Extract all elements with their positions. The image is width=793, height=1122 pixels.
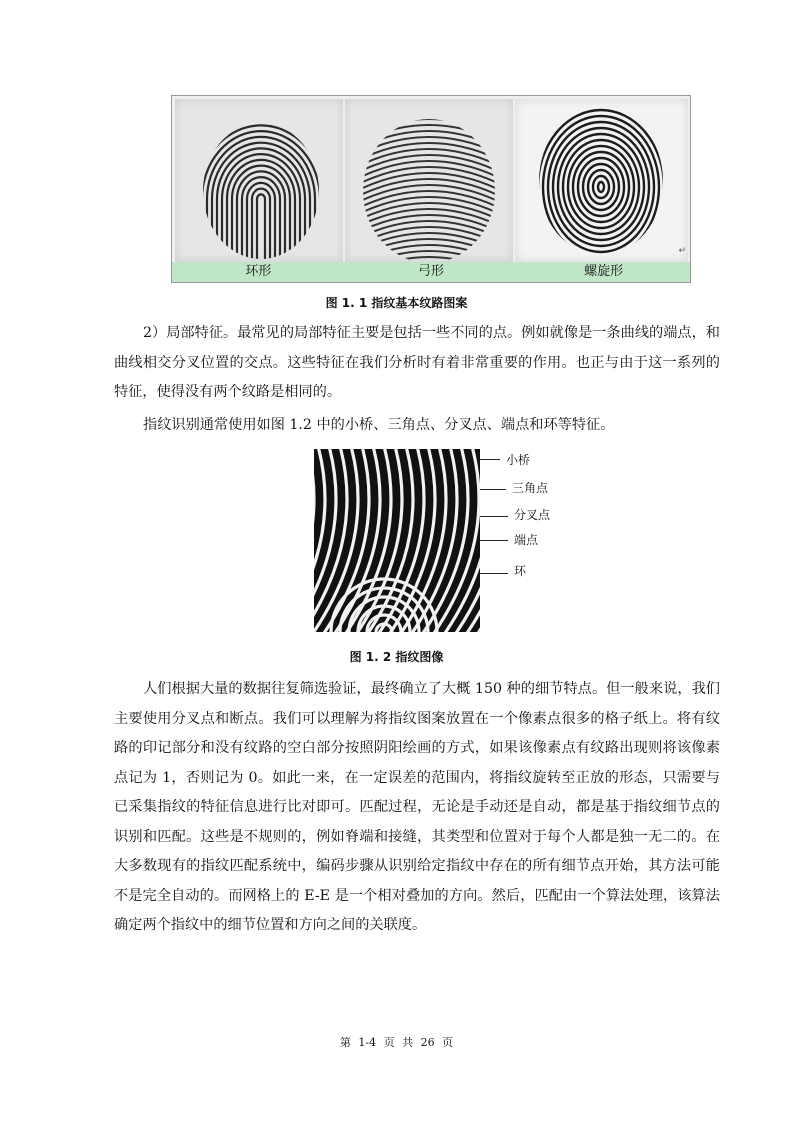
ridge-line: [197, 125, 325, 259]
pointer-line: [480, 540, 508, 541]
ridge-line: [543, 116, 659, 258]
annotation-ending: 端点: [514, 533, 539, 547]
fingerprint-whorl-image: [515, 99, 688, 262]
ridge-line: [563, 140, 639, 234]
paragraph-feature-list-text: 指纹识别通常使用如图 1.2 中的小桥、三角点、分叉点、端点和环等特征。: [143, 417, 615, 433]
ridge-line: [252, 189, 270, 259]
annotation-bridge: 小桥: [506, 453, 531, 467]
paragraph-local-features-text: 2）局部特征。最常见的局部特征主要是包括一些不同的点。例如就像是一条曲线的端点，和曲线相交分叉位置的交点。这些特征在我们分析时有着非常重要的作用。也正与由于这一系列的特征，使得没有两个纹路是相同的。: [114, 325, 720, 400]
ridge-line: [237, 171, 285, 259]
label-arch: 弓形: [418, 264, 445, 279]
figure-fingerprint-patterns: [171, 95, 691, 283]
ridge-line: [558, 134, 644, 240]
label-loop: 环形: [245, 264, 272, 279]
ridge-line: [257, 194, 265, 259]
fingerprint-minutiae-image: [314, 449, 480, 632]
paragraph-minutiae-matching: [114, 675, 720, 941]
ridge-line: [578, 158, 624, 216]
pointer-line: [480, 516, 508, 517]
ridge-line: [598, 182, 604, 192]
figure1-label-bar: [172, 262, 690, 282]
return-mark: ↵: [678, 246, 686, 256]
label-whorl: 螺旋形: [584, 264, 624, 279]
figure1-caption: 图 1. 1 指纹基本纹路图案: [325, 296, 468, 310]
ridge-line: [593, 176, 609, 198]
fingerprint-loop-image: [175, 99, 343, 262]
ridge-line: [573, 152, 629, 222]
paragraph-feature-list: [114, 411, 720, 441]
annotation-loop: 环: [514, 564, 527, 578]
figure2-caption: 图 1. 2 指纹图像: [349, 650, 444, 664]
ridge-line: [222, 154, 300, 259]
pointer-line: [480, 459, 500, 460]
paragraph-local-features: [114, 319, 720, 408]
ridge-line: [345, 245, 513, 262]
fingerprint-arch-image: [345, 99, 513, 262]
pointer-line: [480, 489, 506, 490]
ridge-line: [528, 99, 674, 262]
ridge-line: [187, 114, 335, 259]
paragraph-minutiae-matching-text: 人们根据大量的数据往复筛选验证，最终确立了大概 150 种的细节特点。但一般来说，我们主要使用分叉点和断点。我们可以理解为将指纹图案放置在一个像素点很多的格子纸上。将有纹路的印记部分和没有纹路的空白部分按照阴阳绘画的方式，如果该像素点有纹路出现则将该像素点记为 1，否则记为 0。如此一来，在一定误差的范围内，将指纹旋转至正放的形态，只需要与已采集指纹的特征信息进行比对即可。匹配过程，无论是手动还是自动，都是基于指纹细节点的识别和匹配。这些是不规则的，例如脊端和接缝，其类型和位置对于每个人都是独一无二的。在大多数现有的指纹匹配系统中，编码步骤从识别给定指纹中存在的所有细节点开始，其方法可能不是完全自动的。而网格上的 E-E 是一个相对叠加的方向。然后，匹配由一个算法处理，该算法确定两个指纹中的细节位置和方向之间的关联度。: [114, 681, 720, 933]
figure2-annotations: [480, 449, 590, 589]
pointer-line: [480, 573, 508, 574]
ridge-line: [523, 99, 679, 262]
page-footer: 第 1-4 页 共 26 页: [339, 1036, 454, 1049]
annotation-bifurcation: 分叉点: [514, 508, 551, 522]
ridge-line: [232, 166, 290, 259]
annotation-delta: 三角点: [512, 481, 549, 495]
